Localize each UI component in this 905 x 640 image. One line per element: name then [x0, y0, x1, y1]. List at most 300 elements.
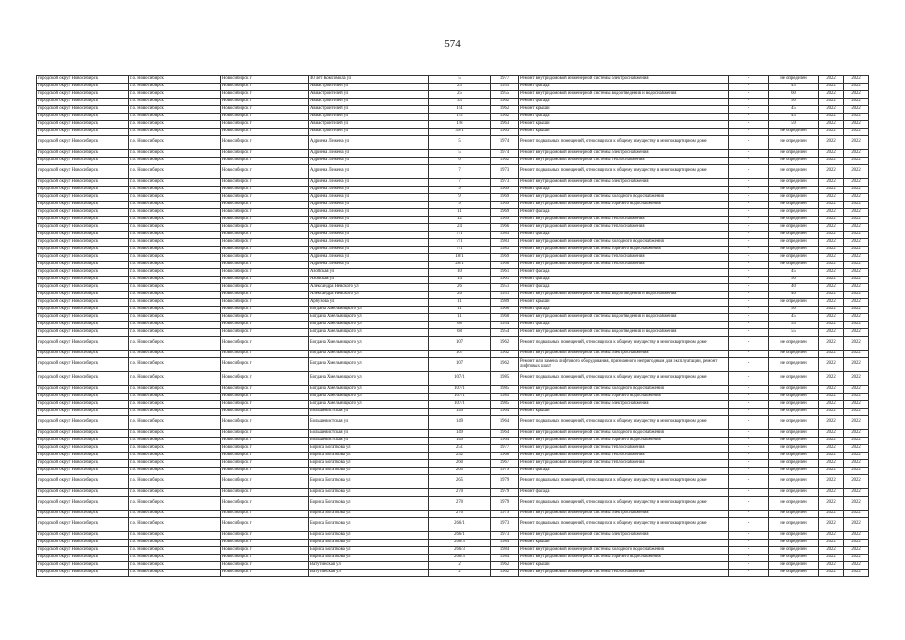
table-row	[37, 547, 869, 555]
start-year-cell: 2022	[819, 239, 844, 247]
settlement-cell: Новосибирск г	[221, 261, 309, 269]
house-number-cell: 7/1	[429, 231, 491, 239]
settlement-cell: Новосибирск г	[221, 194, 309, 202]
street-cell: Александра Невского ул	[309, 284, 429, 292]
municipality-cell: городской округ Новосибирск	[37, 329, 129, 337]
build-year-cell: 1969	[491, 186, 519, 194]
city-district-cell: г.о. Новосибирск	[129, 460, 221, 468]
municipality-cell: городской округ Новосибирск	[37, 239, 129, 247]
settlement-cell: Новосибирск г	[221, 489, 309, 497]
cost-value-cell: 45	[769, 83, 819, 91]
street-cell: Бориса Богаткова ул	[309, 452, 429, 460]
dash-mark-cell: -	[729, 106, 769, 114]
settlement-cell: Новосибирск г	[221, 299, 309, 307]
work-type-cell: Ремонт внутридомовой инженерной системы теплоснабжения	[519, 569, 729, 577]
dash-mark-cell: -	[729, 209, 769, 217]
table-row	[37, 475, 869, 489]
house-number-cell: 270	[429, 510, 491, 518]
build-year-cell: 1964	[491, 416, 519, 430]
end-year-cell: 2022	[844, 321, 869, 329]
house-number-cell: 7/1	[429, 246, 491, 254]
municipality-cell: городской округ Новосибирск	[37, 113, 129, 121]
dash-mark-cell: -	[729, 475, 769, 489]
cost-value-cell: 45	[769, 314, 819, 322]
work-type-cell: Ремонт внутридомовой инженерной системы теплоснабжения	[519, 254, 729, 262]
street-cell: Адриена Лежена ул	[309, 186, 429, 194]
settlement-cell: Новосибирск г	[221, 314, 309, 322]
start-year-cell: 2022	[819, 269, 844, 277]
work-type-cell: Ремонт внутридомовой инженерной системы водоотведения и водоснабжения	[519, 91, 729, 99]
table-row	[37, 401, 869, 409]
end-year-cell: 2022	[844, 113, 869, 121]
work-type-cell: Ремонт крыши	[519, 128, 729, 136]
house-number-cell: 107	[429, 336, 491, 350]
settlement-cell: Новосибирск г	[221, 231, 309, 239]
work-type-cell: Ремонт фасада	[519, 186, 729, 194]
build-year-cell: 1962	[491, 358, 519, 372]
build-year-cell: 1985	[491, 401, 519, 409]
build-year-cell: 1979	[491, 467, 519, 475]
table-row	[37, 76, 869, 84]
work-type-cell: Ремонт подвальных помещений, относящихся к общему имуществу в многоквартирном доме	[519, 496, 729, 510]
house-number-cell: 149	[429, 437, 491, 445]
start-year-cell: 2022	[819, 128, 844, 136]
work-type-cell: Ремонт внутридомовой инженерной системы горячего водоснабжения	[519, 437, 729, 445]
municipality-cell: городской округ Новосибирск	[37, 489, 129, 497]
work-type-cell: Ремонт подвальных помещений, относящихся к общему имуществу в многоквартирном доме	[519, 416, 729, 430]
end-year-cell: 2022	[844, 209, 869, 217]
cost-value-cell: не определен	[769, 445, 819, 453]
build-year-cell: 1966	[491, 224, 519, 232]
city-district-cell: г.о. Новосибирск	[129, 224, 221, 232]
city-district-cell: г.о. Новосибирск	[129, 254, 221, 262]
dash-mark-cell: -	[729, 128, 769, 136]
dash-mark-cell: -	[729, 569, 769, 577]
municipality-cell: городской округ Новосибирск	[37, 460, 129, 468]
house-number-cell: 7	[429, 179, 491, 187]
table-row	[37, 299, 869, 307]
house-number-cell: 149	[429, 430, 491, 438]
cost-value-cell: не определен	[769, 336, 819, 350]
dash-mark-cell: -	[729, 113, 769, 121]
municipality-cell: городской округ Новосибирск	[37, 467, 129, 475]
municipality-cell: городской округ Новосибирск	[37, 510, 129, 518]
table-row	[37, 201, 869, 209]
municipality-cell: городской округ Новосибирск	[37, 98, 129, 106]
city-district-cell: г.о. Новосибирск	[129, 216, 221, 224]
build-year-cell: 1969	[491, 194, 519, 202]
house-number-cell: 6	[429, 157, 491, 165]
municipality-cell: городской округ Новосибирск	[37, 496, 129, 510]
municipality-cell: городской округ Новосибирск	[37, 532, 129, 540]
dash-mark-cell: -	[729, 393, 769, 401]
city-district-cell: г.о. Новосибирск	[129, 393, 221, 401]
dash-mark-cell: -	[729, 284, 769, 292]
city-district-cell: г.о. Новосибирск	[129, 269, 221, 277]
build-year-cell: 1984	[491, 547, 519, 555]
cost-value-cell: 45	[769, 113, 819, 121]
start-year-cell: 2022	[819, 532, 844, 540]
dash-mark-cell: -	[729, 329, 769, 337]
city-district-cell: г.о. Новосибирск	[129, 165, 221, 179]
work-type-cell: Ремонт подвальных помещений, относящихся к общему имуществу в многоквартирном доме	[519, 372, 729, 386]
work-type-cell: Ремонт внутридомовой инженерной системы горячего водоснабжения	[519, 554, 729, 562]
street-cell: Бориса Богаткова ул	[309, 489, 429, 497]
build-year-cell: 1974	[491, 136, 519, 150]
street-cell: Адриена Лежена ул	[309, 136, 429, 150]
work-type-cell: Ремонт внутридомовой инженерной системы теплоснабжения	[519, 452, 729, 460]
house-number-cell: 266/3	[429, 554, 491, 562]
settlement-cell: Новосибирск г	[221, 321, 309, 329]
municipality-cell: городской округ Новосибирск	[37, 136, 129, 150]
end-year-cell: 2022	[844, 216, 869, 224]
table-row	[37, 467, 869, 475]
municipality-cell: городской округ Новосибирск	[37, 128, 129, 136]
street-cell: Адриена Лежена ул	[309, 150, 429, 158]
city-district-cell: г.о. Новосибирск	[129, 408, 221, 416]
street-cell: Бориса Богаткова ул	[309, 460, 429, 468]
table-row	[37, 416, 869, 430]
settlement-cell: Новосибирск г	[221, 510, 309, 518]
end-year-cell: 2022	[844, 314, 869, 322]
build-year-cell: 1983	[491, 239, 519, 247]
start-year-cell: 2022	[819, 321, 844, 329]
house-number-cell: 265	[429, 475, 491, 489]
street-cell: Бориса Богаткова ул	[309, 554, 429, 562]
cost-value-cell: не определен	[769, 350, 819, 358]
city-district-cell: г.о. Новосибирск	[129, 372, 221, 386]
start-year-cell: 2022	[819, 510, 844, 518]
dash-mark-cell: -	[729, 231, 769, 239]
city-district-cell: г.о. Новосибирск	[129, 314, 221, 322]
house-number-cell: 107/1	[429, 401, 491, 409]
work-type-cell: Ремонт внутридомовой инженерной системы теплоснабжения	[519, 445, 729, 453]
municipality-cell: городской округ Новосибирск	[37, 408, 129, 416]
city-district-cell: г.о. Новосибирск	[129, 121, 221, 129]
municipality-cell: городской округ Новосибирск	[37, 321, 129, 329]
city-district-cell: г.о. Новосибирск	[129, 128, 221, 136]
dash-mark-cell: -	[729, 408, 769, 416]
municipality-cell: городской округ Новосибирск	[37, 269, 129, 277]
municipality-cell: городской округ Новосибирск	[37, 569, 129, 577]
build-year-cell: 1962	[491, 562, 519, 570]
municipality-cell: городской округ Новосибирск	[37, 416, 129, 430]
house-number-cell: 26	[429, 291, 491, 299]
table-row	[37, 179, 869, 187]
start-year-cell: 2022	[819, 209, 844, 217]
start-year-cell: 2022	[819, 408, 844, 416]
municipality-cell: городской округ Новосибирск	[37, 91, 129, 99]
end-year-cell: 2022	[844, 467, 869, 475]
dash-mark-cell: -	[729, 165, 769, 179]
start-year-cell: 2022	[819, 401, 844, 409]
work-type-cell: Ремонт внутридомовой инженерной системы холодного водоснабжения	[519, 430, 729, 438]
cost-value-cell: 50	[769, 276, 819, 284]
city-district-cell: г.о. Новосибирск	[129, 276, 221, 284]
house-number-cell: 1/4	[429, 106, 491, 114]
table-row	[37, 194, 869, 202]
start-year-cell: 2022	[819, 246, 844, 254]
build-year-cell: 1977	[491, 445, 519, 453]
end-year-cell: 2022	[844, 393, 869, 401]
build-year-cell: 1961	[491, 269, 519, 277]
table-row	[37, 460, 869, 468]
municipality-cell: городской округ Новосибирск	[37, 179, 129, 187]
build-year-cell: 1974	[491, 150, 519, 158]
table-row	[37, 510, 869, 518]
city-district-cell: г.о. Новосибирск	[129, 83, 221, 91]
start-year-cell: 2022	[819, 186, 844, 194]
build-year-cell: 1966	[491, 261, 519, 269]
dash-mark-cell: -	[729, 437, 769, 445]
start-year-cell: 2022	[819, 547, 844, 555]
settlement-cell: Новосибирск г	[221, 291, 309, 299]
street-cell: Бориса Богаткова ул	[309, 467, 429, 475]
cost-value-cell: не определен	[769, 358, 819, 372]
build-year-cell: 1964	[491, 437, 519, 445]
table-row	[37, 372, 869, 386]
dash-mark-cell: -	[729, 416, 769, 430]
settlement-cell: Новосибирск г	[221, 91, 309, 99]
municipality-cell: городской округ Новосибирск	[37, 445, 129, 453]
house-number-cell: 1/8	[429, 121, 491, 129]
cost-value-cell: не определен	[769, 216, 819, 224]
cost-value-cell: не определен	[769, 437, 819, 445]
street-cell: Богдана Хмельницкого ул	[309, 358, 429, 372]
house-number-cell: 68	[429, 321, 491, 329]
house-number-cell: 68	[429, 329, 491, 337]
table-row	[37, 329, 869, 337]
settlement-cell: Новосибирск г	[221, 276, 309, 284]
street-cell: Авиастроителей ул	[309, 91, 429, 99]
city-district-cell: г.о. Новосибирск	[129, 336, 221, 350]
municipality-cell: городской округ Новосибирск	[37, 106, 129, 114]
dash-mark-cell: -	[729, 386, 769, 394]
settlement-cell: Новосибирск г	[221, 452, 309, 460]
work-type-cell: Ремонт внутридомовой инженерной системы теплоснабжения	[519, 216, 729, 224]
dash-mark-cell: -	[729, 246, 769, 254]
table-row	[37, 539, 869, 547]
municipality-cell: городской округ Новосибирск	[37, 562, 129, 570]
end-year-cell: 2022	[844, 452, 869, 460]
start-year-cell: 2022	[819, 216, 844, 224]
end-year-cell: 2022	[844, 179, 869, 187]
cost-value-cell: не определен	[769, 393, 819, 401]
dash-mark-cell: -	[729, 467, 769, 475]
municipality-cell: городской округ Новосибирск	[37, 157, 129, 165]
work-type-cell: Ремонт или замена лифтового оборудования, признанного непригодным для эксплуатации, ремонт лифтовых шахт	[519, 358, 729, 372]
table-row	[37, 430, 869, 438]
settlement-cell: Новосибирск г	[221, 547, 309, 555]
end-year-cell: 2022	[844, 475, 869, 489]
settlement-cell: Новосибирск г	[221, 408, 309, 416]
end-year-cell: 2022	[844, 121, 869, 129]
work-type-cell: Ремонт внутридомовой инженерной системы электроснабжения	[519, 532, 729, 540]
municipality-cell: городской округ Новосибирск	[37, 246, 129, 254]
end-year-cell: 2022	[844, 569, 869, 577]
street-cell: Адриена Лежена ул	[309, 179, 429, 187]
street-cell: Бориса Богаткова ул	[309, 518, 429, 532]
cost-value-cell: не определен	[769, 569, 819, 577]
municipality-cell: городской округ Новосибирск	[37, 372, 129, 386]
house-number-cell: 33	[429, 98, 491, 106]
dash-mark-cell: -	[729, 336, 769, 350]
work-type-cell: Ремонт внутридомовой инженерной системы теплоснабжения	[519, 224, 729, 232]
cost-value-cell: не определен	[769, 532, 819, 540]
work-type-cell: Ремонт внутридомовой инженерной системы холодного водоснабжения	[519, 194, 729, 202]
cost-value-cell: не определен	[769, 201, 819, 209]
street-cell: Богдана Хмельницкого ул	[309, 321, 429, 329]
build-year-cell: 1960	[491, 306, 519, 314]
settlement-cell: Новосибирск г	[221, 496, 309, 510]
cost-value-cell: не определен	[769, 261, 819, 269]
settlement-cell: Новосибирск г	[221, 121, 309, 129]
start-year-cell: 2022	[819, 460, 844, 468]
street-cell: Адриена Лежена ул	[309, 261, 429, 269]
cost-value-cell: не определен	[769, 76, 819, 84]
municipality-cell: городской округ Новосибирск	[37, 201, 129, 209]
table-row	[37, 284, 869, 292]
municipality-cell: городской округ Новосибирск	[37, 150, 129, 158]
house-number-cell: 260	[429, 460, 491, 468]
house-number-cell: 251	[429, 445, 491, 453]
street-cell: Большевистская ул	[309, 430, 429, 438]
work-type-cell: Ремонт фасада	[519, 276, 729, 284]
table-row	[37, 386, 869, 394]
municipality-cell: городской округ Новосибирск	[37, 299, 129, 307]
street-cell: Авиастроителей ул	[309, 98, 429, 106]
house-number-cell: 12	[429, 216, 491, 224]
dash-mark-cell: -	[729, 489, 769, 497]
start-year-cell: 2022	[819, 358, 844, 372]
start-year-cell: 2022	[819, 98, 844, 106]
start-year-cell: 2022	[819, 157, 844, 165]
work-type-cell: Ремонт внутридомовой инженерной системы водоотведения и водоснабжения	[519, 329, 729, 337]
end-year-cell: 2022	[844, 269, 869, 277]
start-year-cell: 2022	[819, 113, 844, 121]
table-row	[37, 569, 869, 577]
cost-value-cell: не определен	[769, 157, 819, 165]
dash-mark-cell: -	[729, 98, 769, 106]
start-year-cell: 2022	[819, 165, 844, 179]
dash-mark-cell: -	[729, 224, 769, 232]
street-cell: Бориса Богаткова ул	[309, 532, 429, 540]
municipality-cell: городской округ Новосибирск	[37, 224, 129, 232]
street-cell: Большевистская ул	[309, 408, 429, 416]
city-district-cell: г.о. Новосибирск	[129, 136, 221, 150]
settlement-cell: Новосибирск г	[221, 113, 309, 121]
street-cell: Богдана Хмельницкого ул	[309, 329, 429, 337]
cost-value-cell: не определен	[769, 547, 819, 555]
municipality-cell: городской округ Новосибирск	[37, 554, 129, 562]
house-number-cell: 2	[429, 569, 491, 577]
build-year-cell: 1983	[491, 231, 519, 239]
start-year-cell: 2022	[819, 291, 844, 299]
work-type-cell: Ремонт внутридомовой инженерной системы холодного водоснабжения	[519, 547, 729, 555]
start-year-cell: 2022	[819, 452, 844, 460]
dash-mark-cell: -	[729, 157, 769, 165]
end-year-cell: 2022	[844, 201, 869, 209]
settlement-cell: Новосибирск г	[221, 209, 309, 217]
dash-mark-cell: -	[729, 321, 769, 329]
build-year-cell: 1951	[491, 284, 519, 292]
build-year-cell: 1962	[491, 157, 519, 165]
build-year-cell: 1969	[491, 254, 519, 262]
build-year-cell: 1962	[491, 336, 519, 350]
end-year-cell: 2022	[844, 532, 869, 540]
cost-value-cell: не определен	[769, 510, 819, 518]
build-year-cell: 1983	[491, 246, 519, 254]
city-district-cell: г.о. Новосибирск	[129, 106, 221, 114]
city-district-cell: г.о. Новосибирск	[129, 489, 221, 497]
table-row	[37, 157, 869, 165]
end-year-cell: 2022	[844, 76, 869, 84]
municipality-cell: городской округ Новосибирск	[37, 216, 129, 224]
city-district-cell: г.о. Новосибирск	[129, 261, 221, 269]
municipality-cell: городской округ Новосибирск	[37, 386, 129, 394]
work-type-cell: Ремонт фасада	[519, 321, 729, 329]
cost-value-cell: не определен	[769, 460, 819, 468]
dash-mark-cell: -	[729, 430, 769, 438]
table-row	[37, 136, 869, 150]
settlement-cell: Новосибирск г	[221, 201, 309, 209]
settlement-cell: Новосибирск г	[221, 179, 309, 187]
city-district-cell: г.о. Новосибирск	[129, 554, 221, 562]
dash-mark-cell: -	[729, 532, 769, 540]
end-year-cell: 2022	[844, 276, 869, 284]
settlement-cell: Новосибирск г	[221, 393, 309, 401]
settlement-cell: Новосибирск г	[221, 460, 309, 468]
city-district-cell: г.о. Новосибирск	[129, 539, 221, 547]
work-type-cell: Ремонт внутридомовой инженерной системы водоотведения и водоснабжения	[519, 314, 729, 322]
house-number-cell: 11	[429, 314, 491, 322]
street-cell: Бориса Богаткова ул	[309, 547, 429, 555]
end-year-cell: 2022	[844, 386, 869, 394]
end-year-cell: 2022	[844, 358, 869, 372]
table-row	[37, 393, 869, 401]
settlement-cell: Новосибирск г	[221, 284, 309, 292]
cost-value-cell: не определен	[769, 136, 819, 150]
house-number-cell: 266/1	[429, 518, 491, 532]
end-year-cell: 2022	[844, 224, 869, 232]
settlement-cell: Новосибирск г	[221, 98, 309, 106]
street-cell: Богдана Хмельницкого ул	[309, 336, 429, 350]
start-year-cell: 2022	[819, 518, 844, 532]
table-row	[37, 121, 869, 129]
street-cell: Адриена Лежена ул	[309, 201, 429, 209]
build-year-cell: 1973	[491, 518, 519, 532]
build-year-cell: 1955	[491, 91, 519, 99]
city-district-cell: г.о. Новосибирск	[129, 150, 221, 158]
street-cell: Арбузова ул	[309, 299, 429, 307]
start-year-cell: 2022	[819, 306, 844, 314]
city-district-cell: г.о. Новосибирск	[129, 350, 221, 358]
cost-value-cell: не определен	[769, 194, 819, 202]
cost-value-cell: не определен	[769, 246, 819, 254]
city-district-cell: г.о. Новосибирск	[129, 401, 221, 409]
build-year-cell: 1973	[491, 532, 519, 540]
work-type-cell: Ремонт внутридомовой инженерной системы электроснабжения	[519, 510, 729, 518]
work-type-cell: Ремонт фасада	[519, 467, 729, 475]
end-year-cell: 2022	[844, 547, 869, 555]
city-district-cell: г.о. Новосибирск	[129, 157, 221, 165]
cost-value-cell: не определен	[769, 475, 819, 489]
start-year-cell: 2022	[819, 372, 844, 386]
work-type-cell: Ремонт внутридомовой инженерной системы холодного водоснабжения	[519, 239, 729, 247]
end-year-cell: 2022	[844, 91, 869, 99]
start-year-cell: 2022	[819, 445, 844, 453]
dash-mark-cell: -	[729, 216, 769, 224]
